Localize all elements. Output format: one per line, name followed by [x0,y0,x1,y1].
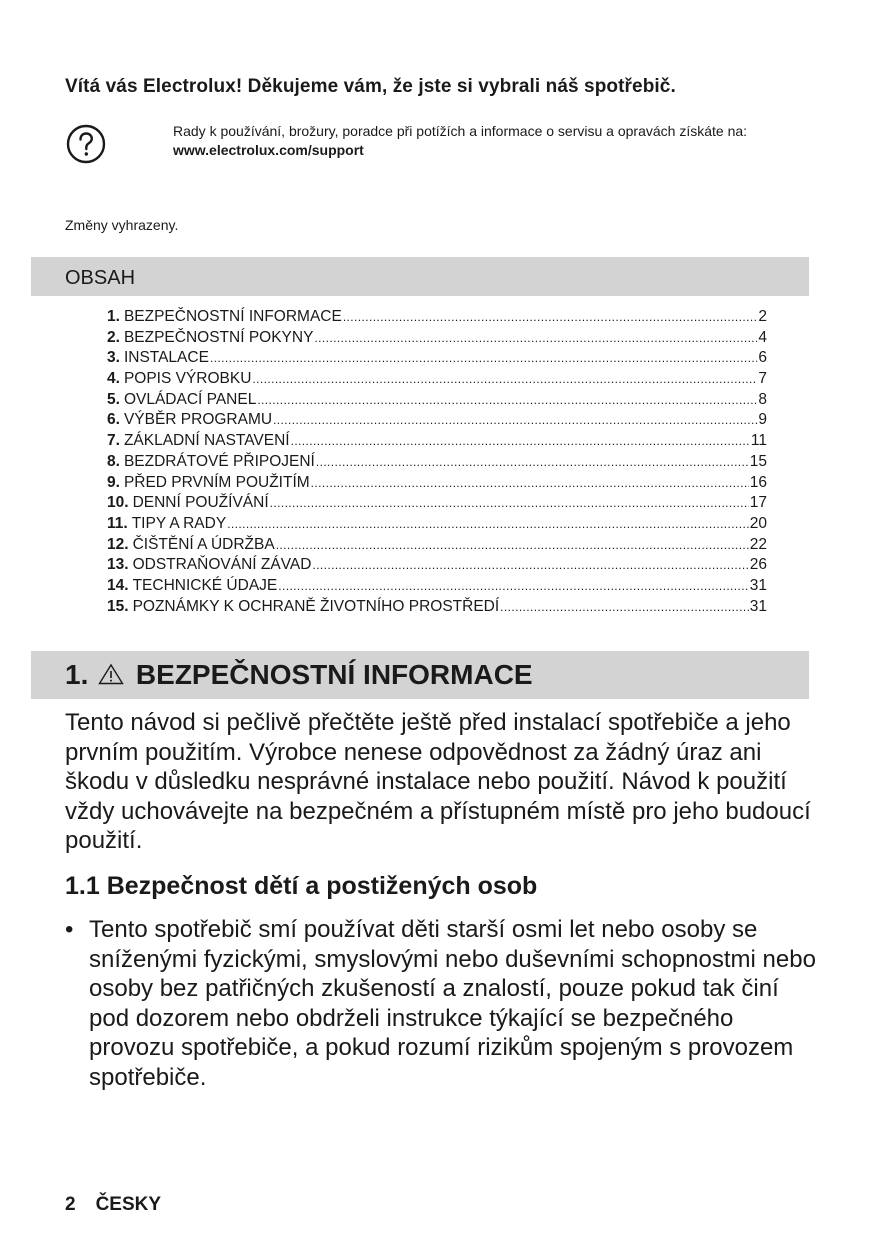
toc-item-label: ČIŠTĚNÍ A ÚDRŽBA [132,535,275,553]
toc-item-page: 22 [749,535,767,553]
bullet-list [65,915,825,1092]
toc-leader-dots [252,370,757,388]
toc-item[interactable] [107,329,767,350]
page-footer [65,1194,161,1216]
toc-item-page: 9 [758,411,767,429]
toc-item-number: 5. [107,390,120,408]
toc-item-page: 7 [758,370,767,388]
toc-leader-dots [312,556,748,574]
toc-item[interactable] [107,556,767,577]
toc-item-label: DENNÍ POUŽÍVÁNÍ [132,494,269,512]
toc-item-page: 15 [749,452,767,470]
toc-item-number: 6. [107,411,120,429]
toc-leader-dots [311,474,749,492]
support-url-link[interactable]: www.electrolux.com/support [173,142,364,158]
toc-item-number: 14. [107,576,129,594]
toc-item[interactable] [107,411,767,432]
toc-header-bar [31,257,809,296]
support-info [173,122,793,160]
toc-item-label: OVLÁDACÍ PANEL [123,390,257,408]
toc-item[interactable] [107,536,767,557]
toc-leader-dots [314,329,757,347]
list-item [65,915,825,1092]
toc-leader-dots [270,494,749,512]
toc-item[interactable] [107,349,767,370]
toc-leader-dots [257,391,757,409]
toc-item-label: VÝBĚR PROGRAMU [123,411,273,429]
toc-item[interactable] [107,598,767,619]
list-item-text: Tento spotřebič smí používat děti starší osmi let nebo osoby se sníženými fyzickými, smyslovými nebo duševními schopnostmi nebo osoby bez patřičných zkušeností a znalostí, pouze pokud tak činí pod dozorem nebo obdrželi instrukce týkající se bezpečného provozu spotřebiče, a pokud rozumí rizikům spojeným s provozem spotřebiče. [89,916,816,1091]
toc-item-page: 31 [749,576,767,594]
subsection-title: 1.1 Bezpečnost dětí a postižených osob [65,872,538,900]
toc-item[interactable] [107,494,767,515]
toc-leader-dots [343,308,758,326]
toc-leader-dots [500,598,749,616]
toc-item[interactable] [107,432,767,453]
section-intro: Tento návod si pečlivě přečtěte ještě před instalací spotřebiče a jeho prvním použitím. Výrobce nenese odpovědnost za žádný úraz ani škodu v důsledku nesprávné instalace nebo použití. Návod k použití vždy uchovávejte na bezpečném a přístupném místě pro jeho budoucí použití. [65,709,811,854]
section-header-bar [31,651,809,699]
toc-item-number: 9. [107,473,120,491]
section-title [65,659,533,691]
toc-item-label: TIPY A RADY [131,514,227,532]
language-label: ČESKY [95,1194,162,1215]
toc-leader-dots [276,536,749,554]
toc-item-page: 17 [749,494,767,512]
toc-item[interactable] [107,577,767,598]
toc-item-label: INSTALACE [123,349,209,367]
toc-leader-dots [278,577,749,595]
support-text: Rady k používání, brožury, poradce při potížích a informace o servisu a opravách získáte na: [173,123,748,139]
toc-item-page: 26 [749,556,767,574]
toc-item-number: 10. [107,494,129,512]
toc-item-number: 4. [107,370,120,388]
toc-item-label: PŘED PRVNÍM POUŽITÍM [123,473,310,491]
changes-note: Změny vyhrazeny. [65,217,179,233]
toc-item-number: 2. [107,328,120,346]
toc-item-page: 6 [758,349,767,367]
toc-item-label: BEZPEČNOSTNÍ POKYNY [123,328,314,346]
section-title-text: BEZPEČNOSTNÍ INFORMACE [135,659,533,690]
toc-item-label: TECHNICKÉ ÚDAJE [132,576,278,594]
toc-item-page: 31 [749,597,767,615]
toc-item-page: 4 [758,328,767,346]
toc-item-label: ODSTRAŇOVÁNÍ ZÁVAD [132,556,312,574]
toc-item-number: 7. [107,432,120,450]
toc-item-page: 2 [758,308,767,325]
toc-item[interactable] [107,453,767,474]
toc-title: OBSAH [65,267,136,289]
toc-leader-dots [273,411,757,429]
question-circle-icon [66,124,106,164]
toc-leader-dots [291,432,750,450]
toc-leader-dots [316,453,749,471]
bullet-icon: • [65,916,74,943]
toc-item-page: 11 [750,432,767,450]
toc-item[interactable] [107,474,767,495]
toc-item-number: 15. [107,597,129,615]
toc-item[interactable] [107,308,767,329]
toc-item-number: 13. [107,556,129,574]
toc-leader-dots [210,349,757,367]
welcome-heading: Vítá vás Electrolux! Děkujeme vám, že jste si vybrali náš spotřebič. [65,76,676,97]
warning-triangle-icon [98,663,124,685]
toc-item-page: 8 [758,390,767,408]
toc-item[interactable] [107,370,767,391]
toc-item-label: POPIS VÝROBKU [123,370,252,388]
toc-item-label: BEZDRÁTOVÉ PŘIPOJENÍ [123,452,315,470]
toc-item[interactable] [107,515,767,536]
toc-item-number: 1. [107,308,120,325]
toc-item-number: 12. [107,535,129,553]
toc-item-number: 8. [107,452,120,470]
section-number: 1. [65,659,89,690]
toc-leader-dots [227,515,749,533]
toc-item-label: ZÁKLADNÍ NASTAVENÍ [123,432,290,450]
table-of-contents [107,308,767,618]
toc-item-page: 20 [749,514,767,532]
page-number: 2 [65,1194,76,1215]
toc-item-label: POZNÁMKY K OCHRANĚ ŽIVOTNÍHO PROSTŘEDÍ [132,597,500,615]
toc-item-number: 3. [107,349,120,367]
toc-item-label: BEZPEČNOSTNÍ INFORMACE [123,308,342,325]
toc-item-number: 11. [107,514,128,532]
toc-item-page: 16 [749,473,767,491]
toc-item[interactable] [107,391,767,412]
